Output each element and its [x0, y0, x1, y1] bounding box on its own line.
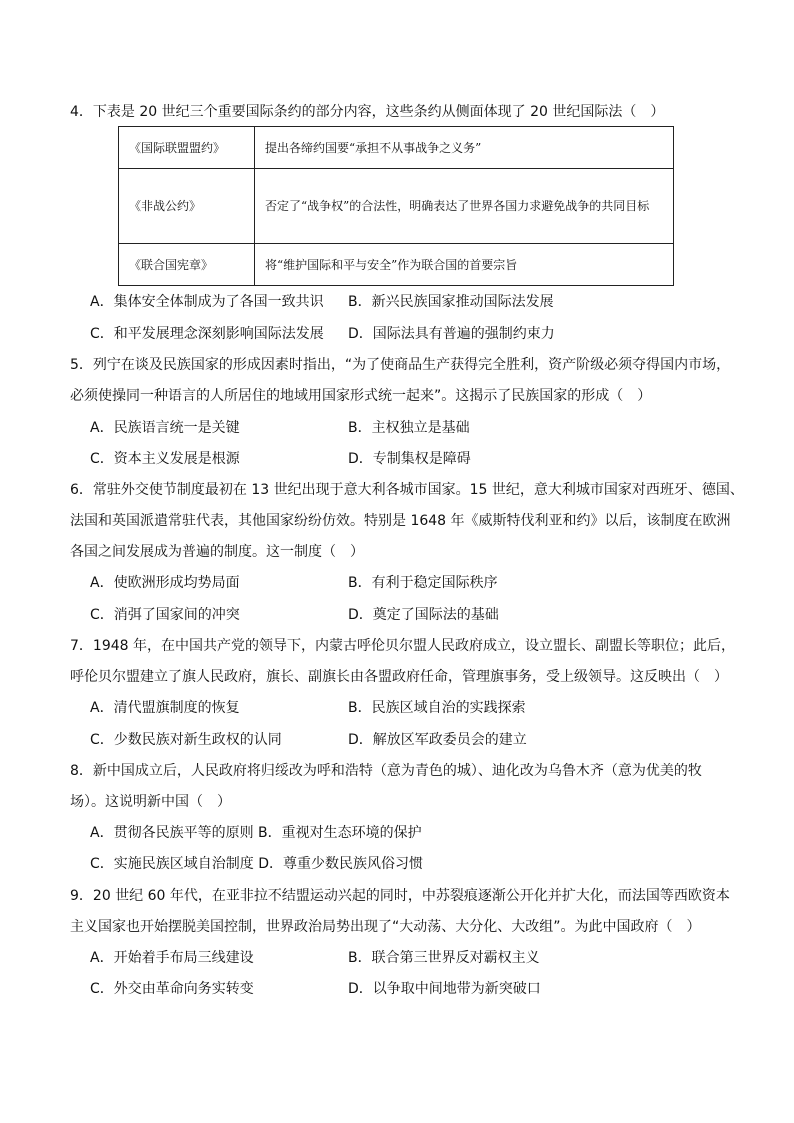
question-6-stem: 法国和英国派遣常驻代表，其他国家纷纷仿效。特别是 1648 年《威斯特伐利亚和约》以后，该制度在欧洲: [70, 513, 731, 529]
q8-options-cd[interactable]: C．实施民族区域自治制度 D．尊重少数民族风俗习惯: [90, 856, 424, 872]
q7-option-a[interactable]: A．清代盟旗制度的恢复: [90, 700, 240, 716]
q7-option-d[interactable]: D．解放区军政委员会的建立: [348, 732, 527, 748]
question-9-stem: 9．20 世纪 60 年代，在亚非拉不结盟运动兴起的同时，中苏裂痕逐渐公开化并扩大化，而法国等西欧资本: [70, 888, 730, 904]
question-8-stem: 场）。这说明新中国（ ）: [70, 794, 231, 810]
table-row: [119, 169, 674, 244]
q5-option-d[interactable]: D．专制集权是障碍: [348, 451, 471, 467]
question-5-stem: 5．列宁在谈及民族国家的形成因素时指出，“为了使商品生产获得完全胜利，资产阶级必须夺得国内市场，: [70, 357, 731, 373]
treaty-name: 《联合国宪章》: [119, 244, 255, 286]
q5-option-a[interactable]: A．民族语言统一是关键: [90, 420, 240, 436]
question-7-stem: 呼伦贝尔盟建立了旗人民政府，旗长、副旗长由各盟政府任命，管理旗事务，受上级领导。这反映出（ ）: [70, 669, 728, 685]
q6-option-c[interactable]: C．消弭了国家间的冲突: [90, 607, 240, 623]
q7-option-c[interactable]: C．少数民族对新生政权的认同: [90, 732, 282, 748]
question-6-stem: 6．常驻外交使节制度最初在 13 世纪出现于意大利各城市国家。15 世纪，意大利城市国家对西班牙、德国、: [70, 482, 744, 498]
question-9-stem: 主义国家也开始摆脱美国控制，世界政治局势出现了“大动荡、大分化、大改组”。为此中国政府（ ）: [70, 919, 701, 935]
treaty-content: 提出各缔约国要“承担不从事战争之义务”: [255, 127, 674, 169]
q4-option-a[interactable]: A．集体安全体制成为了各国一致共识: [90, 294, 324, 310]
question-7-stem: 7．1948 年，在中国共产党的领导下，内蒙古呼伦贝尔盟人民政府成立，设立盟长、副盟长等职位；此后，: [70, 638, 735, 654]
q5-option-b[interactable]: B．主权独立是基础: [348, 420, 470, 436]
q9-option-c[interactable]: C．外交由革命向务实转变: [90, 981, 254, 997]
q5-option-c[interactable]: C．资本主义发展是根源: [90, 451, 240, 467]
q9-option-d[interactable]: D．以争取中间地带为新突破口: [348, 981, 541, 997]
q9-option-b[interactable]: B．联合第三世界反对霸权主义: [348, 950, 540, 966]
question-4-stem: 4．下表是 20 世纪三个重要国际条约的部分内容，这些条约从侧面体现了 20 世纪国际法（ ）: [70, 104, 665, 120]
question-6-stem: 各国之间发展成为普遍的制度。这一制度（ ）: [70, 544, 364, 560]
q7-option-b[interactable]: B．民族区域自治的实践探索: [348, 700, 526, 716]
q4-option-d[interactable]: D．国际法具有普遍的强制约束力: [348, 326, 555, 342]
treaty-content: 将“维护国际和平与安全”作为联合国的首要宗旨: [255, 244, 674, 286]
q6-option-b[interactable]: B．有利于稳定国际秩序: [348, 575, 498, 591]
q4-option-b[interactable]: B．新兴民族国家推动国际法发展: [348, 294, 554, 310]
q8-options-ab[interactable]: A．贯彻各民族平等的原则 B．重视对生态环境的保护: [90, 825, 422, 841]
treaty-content: 否定了“战争权”的合法性，明确表达了世界各国力求避免战争的共同目标: [255, 169, 674, 244]
q6-option-a[interactable]: A．使欧洲形成均势局面: [90, 575, 240, 591]
q4-option-c[interactable]: C．和平发展理念深刻影响国际法发展: [90, 326, 324, 342]
q6-option-d[interactable]: D．奠定了国际法的基础: [348, 607, 499, 623]
question-8-stem: 8．新中国成立后，人民政府将归绥改为呼和浩特（意为青色的城）、迪化改为乌鲁木齐（意为优美的牧: [70, 763, 702, 779]
q9-option-a[interactable]: A．开始着手布局三线建设: [90, 950, 254, 966]
treaty-table: [118, 126, 674, 286]
treaty-name: 《国际联盟盟约》: [119, 127, 255, 169]
question-5-stem: 必须使操同一种语言的人所居住的地域用国家形式统一起来”。这揭示了民族国家的形成（ ）: [70, 388, 652, 404]
table-row: [119, 127, 674, 169]
table-row: [119, 244, 674, 286]
treaty-name: 《非战公约》: [119, 169, 255, 244]
